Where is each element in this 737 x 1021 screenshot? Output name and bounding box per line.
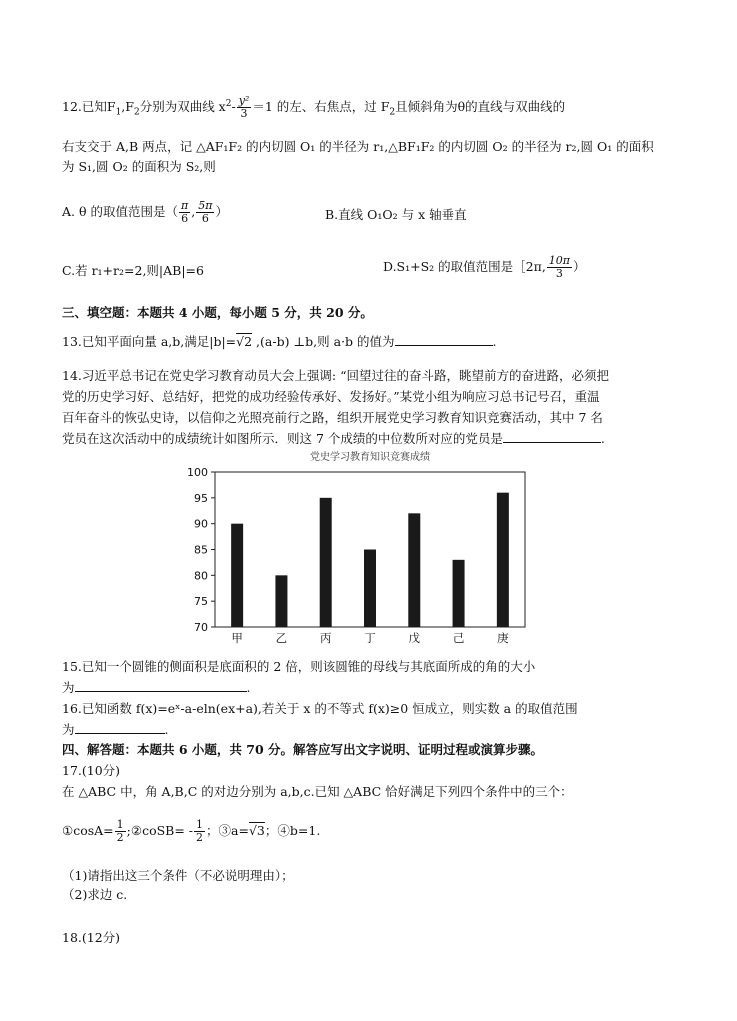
q13-text: ,(a-b) ⊥b,则 a·b 的值为 <box>252 334 395 349</box>
q17-conditions <box>62 819 320 844</box>
q17-frac2 <box>194 819 205 844</box>
q14-text: 党员在这次活动中的成绩统计如图所示．则这 7 个成绩的中位数所对应的党员是 <box>62 431 503 446</box>
y-tick-label: 75 <box>194 595 208 609</box>
q14-line1: 14.习近平总书记在党史学习教育动员大会上强调: “回望过往的奋斗路，眺望前方的奋进路，必须把 <box>62 368 609 383</box>
option-a-text: A. θ 的取值范围是（ <box>62 204 178 219</box>
q12-sub: 2 <box>133 107 140 118</box>
x-tick-label: 己 <box>452 631 465 645</box>
q13-text: . <box>492 334 497 349</box>
q12-text: ,F <box>121 99 134 114</box>
chart-title: 党史学习教育知识竞赛成绩 <box>310 452 430 463</box>
q15-line1: 15.已知一个圆锥的侧面积是底面积的 2 倍，则该圆锥的母线与其底面所成的角的大小 <box>62 659 536 674</box>
fraction-denominator: 6 <box>201 212 209 225</box>
fraction-denominator: 3 <box>240 107 248 120</box>
q16-text: . <box>164 722 169 737</box>
y-tick-label: 70 <box>194 621 208 634</box>
y-tick-label: 95 <box>194 491 208 505</box>
q17-text: ;②coSB= - <box>126 823 194 838</box>
q17-heading: 17.(10分) <box>62 763 121 778</box>
q13-sqrt: √2 <box>236 334 253 349</box>
q16-line1: 16.已知函数 f(x)=eˣ-a-eln(ex+a),若关于 x 的不等式 f(x)≥0 恒成立，则实数 a 的取值范围 <box>62 701 578 716</box>
bar-4 <box>364 550 376 628</box>
q12-option-b: B.直线 O₁O₂ 与 x 轴垂直 <box>325 207 467 222</box>
q13-line <box>62 334 497 350</box>
q12-line3: 为 S₁,圆 O₂ 的面积为 S₂,则 <box>62 159 216 174</box>
y-tick-label: 90 <box>194 517 208 531</box>
q12-fraction <box>237 95 252 120</box>
q12-text: ＝1 的左、右焦点，过 F <box>252 99 390 114</box>
x-tick-label: 乙 <box>275 631 288 645</box>
q14-line3: 百年奋斗的恢弘史诗，以信仰之光照亮前行之路，组织开展党史学习教育知识竞赛活动，其中 7 名 <box>62 410 603 425</box>
q15-text: 为 <box>62 680 75 695</box>
bar-7 <box>497 493 509 627</box>
fraction-denominator: 2 <box>116 831 124 844</box>
q15-line2 <box>62 680 251 696</box>
option-d-text: ） <box>573 259 586 274</box>
fraction-denominator: 6 <box>181 212 189 225</box>
fraction-numerator: 10π <box>548 254 571 267</box>
fraction-numerator: y² <box>238 94 250 107</box>
q12-option-c: C.若 r₁+r₂=2,则|AB|=6 <box>62 263 204 278</box>
q17-text: ；③a= <box>206 823 249 838</box>
x-tick-label: 丙 <box>319 631 332 645</box>
q17-text: ；④b=1. <box>264 823 321 838</box>
section-3-heading: 三、填空题：本题共 4 小题，每小题 5 分，共 20 分。 <box>62 305 373 320</box>
bar-6 <box>453 560 465 627</box>
q12-sup: 2 <box>225 98 232 109</box>
q12-option-a <box>62 200 228 225</box>
option-d-text: D.S₁+S₂ 的取值范围是［2π, <box>383 259 546 274</box>
fraction-numerator: 5π <box>198 199 213 212</box>
q12-text: - <box>231 99 236 114</box>
option-a-text: ） <box>215 204 228 219</box>
q12-text: 12.已知F <box>62 99 116 114</box>
q12-sub: 2 <box>389 107 396 118</box>
q12-line2: 右支交于 A,B 两点，记 △AF₁F₂ 的内切圆 O₁ 的半径为 r₁,△BF₁F₂ 的内切圆 O₂ 的半径为 r₂,圆 O₁ 的面积 <box>62 139 654 154</box>
q17-line1: 在 △ABC 中，角 A,B,C 的对边分别为 a,b,c.已知 △ABC 恰好满足下列四个条件中的三个： <box>62 784 573 799</box>
q14-text: . <box>600 431 605 446</box>
q17-sqrt: √3 <box>248 823 265 838</box>
fraction-denominator: 2 <box>196 831 204 844</box>
q12-option-d <box>383 255 586 280</box>
section-4-heading: 四、解答题：本题共 6 小题，共 70 分。解答应写出文字说明、证明过程或演算步骤。 <box>62 742 544 757</box>
x-tick-label: 戊 <box>408 631 421 645</box>
x-tick-label: 庚 <box>497 631 509 645</box>
bar-5 <box>408 513 420 627</box>
q17-part1: （1)请指出这三个条件（不必说明理由）； <box>62 868 294 883</box>
fraction-numerator: 1 <box>196 818 204 831</box>
q14-answer-blank[interactable] <box>503 431 601 443</box>
fraction-numerator: 1 <box>116 818 124 831</box>
q16-text: 为 <box>62 722 75 737</box>
option-a-frac1 <box>179 200 190 225</box>
y-tick-label: 100 <box>187 466 208 479</box>
option-d-frac <box>547 255 572 280</box>
bar-3 <box>320 498 332 627</box>
q12-line1 <box>62 95 565 121</box>
q16-answer-blank[interactable] <box>75 722 165 734</box>
q17-part2: （2)求边 c. <box>62 887 128 902</box>
q14-line4 <box>62 431 605 447</box>
bar-2 <box>275 575 287 627</box>
option-a-sep: , <box>191 204 196 219</box>
y-tick-label: 80 <box>194 569 208 583</box>
q15-answer-blank[interactable] <box>75 680 247 692</box>
q15-text: . <box>246 680 251 695</box>
q12-text: 分别为双曲线 x <box>139 99 226 114</box>
bar-1 <box>231 524 243 627</box>
q18-heading: 18.(12分) <box>62 930 121 945</box>
y-tick-label: 85 <box>194 543 208 557</box>
fraction-denominator: 3 <box>555 267 563 280</box>
q12-text: 且倾斜角为θ的直线与双曲线的 <box>395 99 566 114</box>
q13-text: 13.已知平面向量 a,b,满足|b|= <box>62 334 237 349</box>
q12-sub: 1 <box>115 107 122 118</box>
bar-chart <box>175 447 535 652</box>
q16-line2 <box>62 722 169 738</box>
q13-answer-blank[interactable] <box>395 334 493 346</box>
x-tick-label: 丁 <box>364 631 376 645</box>
fraction-numerator: π <box>180 199 189 212</box>
option-a-frac2 <box>196 200 214 225</box>
q14-line2: 党的历史学习好、总结好，把党的成功经验传承好、发扬好。”某党小组为响应习总书记号召，重温 <box>62 389 600 404</box>
q17-text: ①cosA= <box>62 823 114 838</box>
q17-frac1 <box>115 819 126 844</box>
x-tick-label: 甲 <box>231 631 243 645</box>
